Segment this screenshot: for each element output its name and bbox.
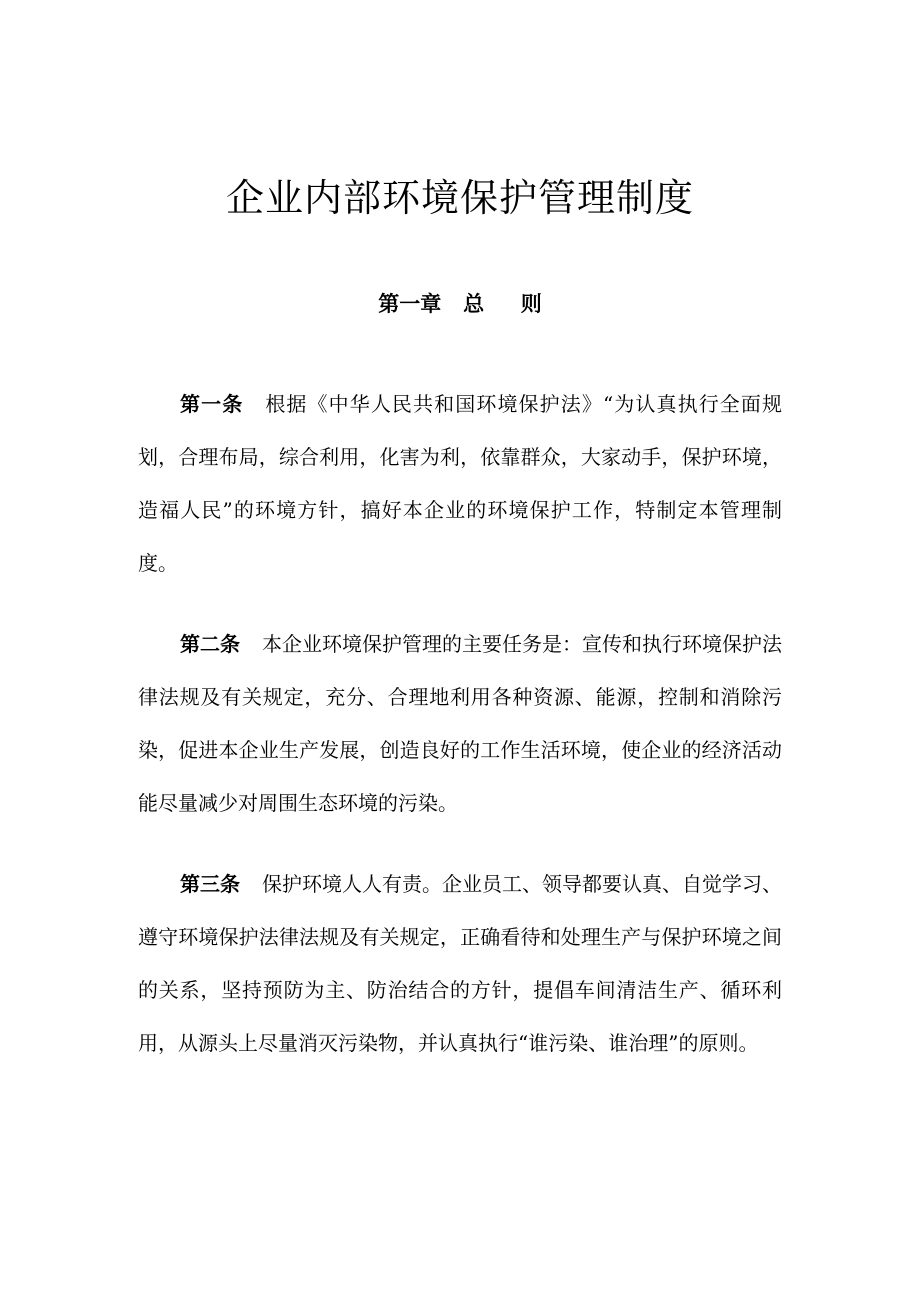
article-2-label: 第二条 xyxy=(180,632,240,656)
document-title: 企业内部环境保护管理制度 xyxy=(225,176,694,220)
article-1 xyxy=(138,378,782,590)
article-2 xyxy=(138,618,782,830)
article-3-text: 保护环境人人有责。企业员工、领导都要认真、自觉学习、遵守环境保护法律法规及有关规定，正确看待和处理生产与保护环境之间的关系，坚持预防为主、防治结合的方针，提倡车间清洁生产、循环利用，从源头上尽量消灭污染物，并认真执行“谁污染、谁治理”的原则。 xyxy=(138,872,782,1055)
chapter-heading: 第一章 总 则 xyxy=(378,291,542,316)
article-3-label: 第三条 xyxy=(180,872,240,896)
article-1-text: 根据《中华人民共和国环境保护法》“为认真执行全面规划，合理布局，综合利用，化害为利，依靠群众，大家动手，保护环境，造福人民”的环境方针，搞好本企业的环境保护工作，特制定本管理制度。 xyxy=(138,392,782,575)
article-3 xyxy=(138,858,782,1070)
article-1-label: 第一条 xyxy=(180,392,244,416)
article-2-text: 本企业环境保护管理的主要任务是：宣传和执行环境保护法律法规及有关规定，充分、合理地利用各种资源、能源，控制和消除污染，促进本企业生产发展，创造良好的工作生活环境，使企业的经济活动能尽量减少对周围生态环境的污染。 xyxy=(138,632,782,815)
